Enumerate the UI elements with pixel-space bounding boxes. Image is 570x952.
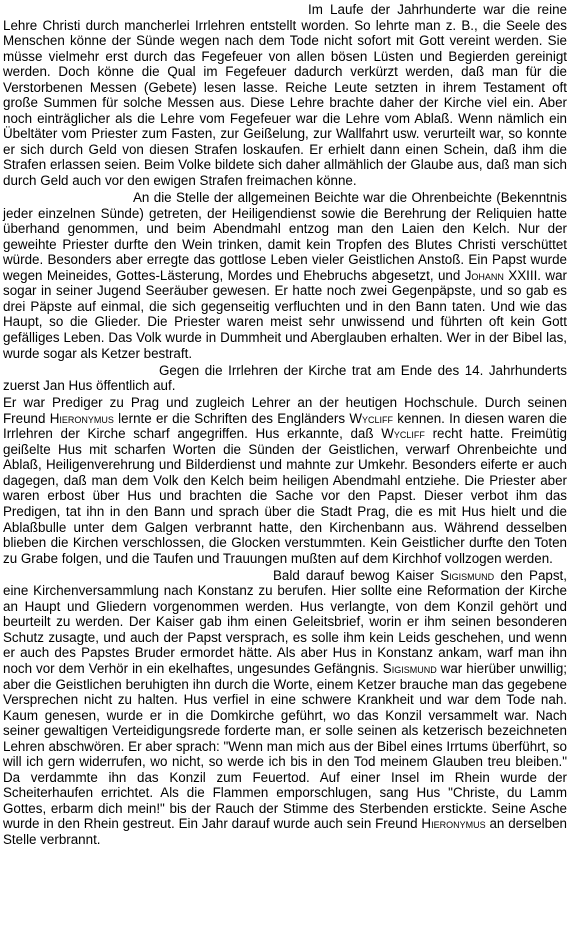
name-small-caps: Sigismund — [440, 567, 495, 583]
text-run: Bald darauf bewog Kaiser — [273, 567, 441, 583]
text-run: den Papst, eine Kirchenversammlung nach Konstanz zu berufen. Hier sollte eine Reformation der Kirche an Haupt und Gliedern vorgenommen werden. Hus verlangte, von dem Konzil gehört und beurteilt zu werden. Der Kaiser gab ihm einen Geleitsbrief, worin er ihm seinen besonderen Schutz zusagte, und auch der Papst versprach, es solle ihm kein Leids geschehen, und wenn er auch des Papstes Bruder ermordet hätte. Als aber Hus in Konstanz ankam, warf man ihn noch vor dem Verhör in ein ekelhaftes, ungesundes Gefängnis. — [3, 567, 567, 676]
text-run: kennen. In diesen waren die Irrlehren der Kirche scharf angegriffen. Hus erkannte, daß — [3, 410, 567, 442]
name-small-caps: Wycliff — [381, 426, 425, 442]
name-small-caps: Hieronymus — [421, 816, 486, 832]
text-run: Im Laufe der Jahrhunderte war die reine Lehre Christi durch mancherlei Irrlehren entstellt worden. So lehrte man z. B., die Seele des Menschen könne der Sünde wegen nach dem Tode nicht sofort mit Gott vereint werden. Sie müsse vielmehr erst durch das Fegefeuer von allen bösen Lüsten und Begierden gereinigt werden. Doch könne die Qual im Fegefeuer dadurch verkürzt werden, daß man für die Verstorbenen Messen (Gebete) lesen lasse. Reiche Leute setzten in ihrem Testament oft große Summen für solche Messen aus. Diese Lehre brachte daher der Kirche viel ein. Aber noch einträglicher als die Lehre vom Fegefeuer war die Lehre vom Ablaß. Wenn nämlich ein Übeltäter vom Priester zum Fasten, zur Geißelung, zur Wallfahrt usw. verurteilt war, so konnte er sich durch Geld von diesen Strafen loskaufen. Er erhielt dann einen Schein, daß ihm die Strafen erlassen seien. Beim Volke bildete sich daher allmählich der Glaube aus, daß man sich durch Geld auch vor den ewigen Strafen freimachen könne. — [3, 2, 567, 189]
paragraph-jan-hus-intro — [3, 363, 567, 394]
paragraph-fegefeuer-ablass — [3, 2, 567, 189]
paragraph-hus-prediger-prag — [3, 395, 567, 566]
name-small-caps: Johann — [464, 267, 504, 283]
text-run: lernte er die Schriften des Engländers — [113, 410, 350, 426]
text-run: recht hatte. Freimütig geißelte Hus mit scharfen Worten die Sünden der Geistlichen, verwarf Ohrenbeichte und Ablaß, Heiligenverehrung und Bilderdienst und mahnte zur Umkehr. Besonders eiferte er auch dagegen, daß man dem Volk den Kelch beim heiligen Abendmahl entziehe. Die Priester aber waren erbost über Hus und brachten die Sache vor den Papst. Dieser verbot ihm das Predigen, tat ihn in den Bann und sprach über die Stadt Prag, die es mit Hus hielt und die Ablaßbulle unter dem Galgen verbrannt hatte, den Kirchenbann aus. Während desselben blieben die Kirchen verschlossen, die Glocken verstummten. Kein Geistlicher durfte den Toten zu Grabe folgen, und die Taufen und Trauungen mußten auf dem Kirchhof vollzogen werden. — [3, 426, 567, 566]
text-run: An die Stelle der allgemeinen Beichte war die Ohrenbeichte (Bekenntnis jeder einzelnen Sünde) getreten, der Heiligendienst sowie die Berehrung der Reliquien hatte überhand genommen, und beim Abendmahl entzog man den Laien den Kelch. Nur der geweihte Priester durfte den Wein trinken, damit kein Tropfen des Blutes Christi verschüttet würde. Besonders aber erregte das gottlose Leben vieler Geistlichen Anstoß. Ein Papst wurde wegen Meineides, Gottes-Lästerung, Mordes und Ehebruchs abgesetzt, und — [3, 190, 567, 283]
text-run: Er war Prediger zu Prag und zugleich Lehrer an der heutigen Hochschule. Durch seinen Freund — [3, 395, 567, 426]
text-run: XXIII. war sogar in seiner Jugend Seeräuber gewesen. Er hatte noch zwei Gegenpäpste, und so gab es drei Päpste auf einmal, die sich gegenseitig verfluchten und in den Bann taten. Und wie das Haupt, so die Glieder. Die Priester waren meist sehr unwissend und führten oft kein Gott gefälliges Leben. Das Volk wurde in Dummheit und Aberglauben erhalten. Wer in der Bibel las, wurde sogar als Ketzer bestraft. — [3, 267, 567, 361]
text-run: war hierüber unwillig; aber die Geistlichen beruhigten ihn durch die Worte, einem Ketzer brauche man das gegebene Versprechen nicht zu halten. Hus verfiel in eine schwere Krankheit und war dem Tode nah. Kaum genesen, wurde er in die Domkirche geführt, wo das Konzil versammelt war. Nach seiner gewaltigen Verteidigungsrede forderte man, er solle seinen als ketzerisch bezeichneten Lehren abschwören. Er aber sprach: "Wenn man mich aus der Bibel eines Irrtums überführt, so will ich gern widerrufen, wo nicht, so werde ich bis in den Tod meinem Glauben treu bleiben." Da verdammte ihn das Konzil zum Feuertod. Auf einer Insel im Rhein wurde der Scheiterhaufen errichtet. Als die Flammen emporschlugen, sang Hus "Christe, du Lamm Gottes, erbarm dich mein!" bis der Rauch der Stimme des Sterbenden erstickte. Seine Asche wurde in den Rhein gestreut. Ein Jahr darauf wurde auch sein Freund — [3, 660, 567, 832]
paragraph-ohrenbeichte-papsttum — [3, 190, 567, 361]
name-small-caps: Sigismund — [382, 660, 437, 676]
name-small-caps: Wycliff — [349, 410, 393, 426]
paragraph-konzil-konstanz — [3, 568, 567, 848]
name-small-caps: Hieronymus — [49, 410, 114, 426]
document-page — [3, 2, 567, 849]
text-run: Gegen die Irrlehren der Kirche trat am Ende des 14. Jahrhunderts zuerst Jan Hus öffentlich auf. — [3, 362, 567, 394]
text-run: an derselben Stelle verbrannt. — [3, 816, 568, 847]
